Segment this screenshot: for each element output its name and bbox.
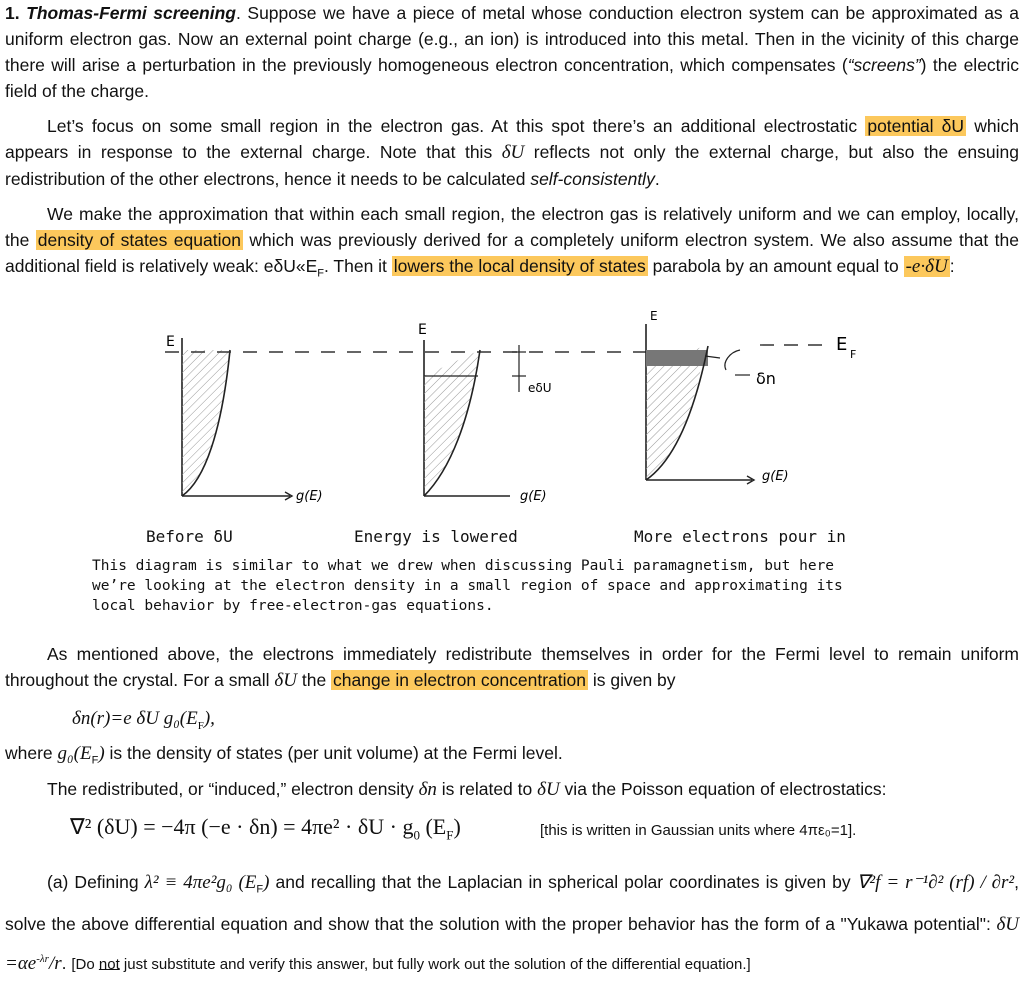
- panel2-E-label: E: [418, 322, 427, 338]
- caption-before: Before δU: [146, 527, 233, 546]
- problem-title: Thomas-Fermi screening: [26, 3, 236, 23]
- paragraph-poisson: The redistributed, or “induced,” electron density δn is related to δU via the Poisson equation of electrostatics:: [47, 779, 887, 800]
- panel3-dn-label: δn: [756, 369, 776, 388]
- highlight-concentration: change in electron concentration: [333, 670, 586, 690]
- intro-paragraph: 1. Thomas-Fermi screening. Suppose we have a piece of metal whose conduction electron system can be approximated as a uniform electron gas. Now an external point charge (e.g., an ion) is introduced into this metal. Then in the vicinity of this charge there will arise a perturbation in the previously homogeneous electron concentration, which compensates (“screens”) the electric field of the charge.: [5, 3, 1020, 101]
- panel3-E-label: E: [650, 309, 658, 323]
- panel3-fermi-sub: F: [850, 348, 857, 361]
- highlight-potential: potential δU: [867, 116, 965, 136]
- highlight-lowers-dos: lowers the local density of states: [393, 256, 646, 276]
- caption-lowered: Energy is lowered: [354, 527, 518, 546]
- panel-lowered: [418, 322, 552, 504]
- highlight-edU: -e·δU: [905, 256, 948, 277]
- panel2-shift-label: eδU: [528, 381, 552, 395]
- poisson-equation: ∇² (δU) = −4π $(-e \cdot \delta n) = 4\pi e^2 \cdot \delta U \cdot g_0$ $(E_F)$: [70, 814, 461, 843]
- equation-dn: δn(r)=e δU $g_0(E_F)$,: [72, 708, 215, 732]
- part-a: (a) Defining λ² ≡ 4πe²g₀ $(E_F)$ and recalling that the Laplacian in spherical polar coordinates is given by ∇²f = r⁻¹∂² (rf) / ∂r², solve the above differential equation and show that the solution with the proper behavior has the form of a "Yukawa potential": $\delta U =\alpha e^{-\lambda r}/r$. [Do not just substitute and verify this answer, but fully work out the solution of the differential equation.]: [5, 872, 1020, 974]
- figure-note: This diagram is similar to what we drew when discussing Pauli paramagnetism, but here we’re looking at the electron density in a small region of space and approximating its local behavior by free-electron-gas equations.: [92, 558, 843, 614]
- panel3-fermi-label: E: [836, 334, 848, 355]
- problem-number: 1.: [5, 3, 20, 23]
- dos-diagram: [0, 300, 1024, 520]
- panel2-g-label: g(E): [520, 489, 547, 504]
- panel3-g-label: g(E): [762, 469, 789, 484]
- panel-before: [166, 334, 323, 504]
- paragraph-approximation: We make the approximation that within each small region, the electron gas is relatively uniform and we can employ, locally, the density of states equation which was previously derived for a completely uniform electron system. We also assume that the additional field is relatively weak: $e\delta U«E_F$. Then it lowers the local density of states parabola by an amount equal to -e·δU :: [5, 204, 1020, 280]
- paragraph-where: where $g_0(E_F)$ is the density of states (per unit volume) at the Fermi level.: [5, 743, 563, 767]
- caption-refill: More electrons pour in: [634, 527, 846, 546]
- panel1-g-label: g(E): [296, 489, 323, 504]
- paragraph-potential: Let’s focus on some small region in the electron gas. At this spot there’s an additional electrostatic potential δU which appears in response to the external charge. Note that this δU reflects not only the external charge, but also the ensuing redistribution of the other electrons, hence it needs to be calculated self-consistently.: [5, 116, 1019, 189]
- panel1-E-label: E: [166, 334, 175, 350]
- paragraph-redistribute: As mentioned above, the electrons immediately redistribute themselves in order for the Fermi level to remain uniform throughout the crystal. For a small δU the change in electron concentration is given by: [5, 644, 1019, 691]
- panel-refill: [646, 309, 856, 484]
- gaussian-units-note: [this is written in Gaussian units where 4πε₀=1].: [540, 822, 857, 839]
- highlight-dos-equation: density of states equation: [37, 230, 241, 250]
